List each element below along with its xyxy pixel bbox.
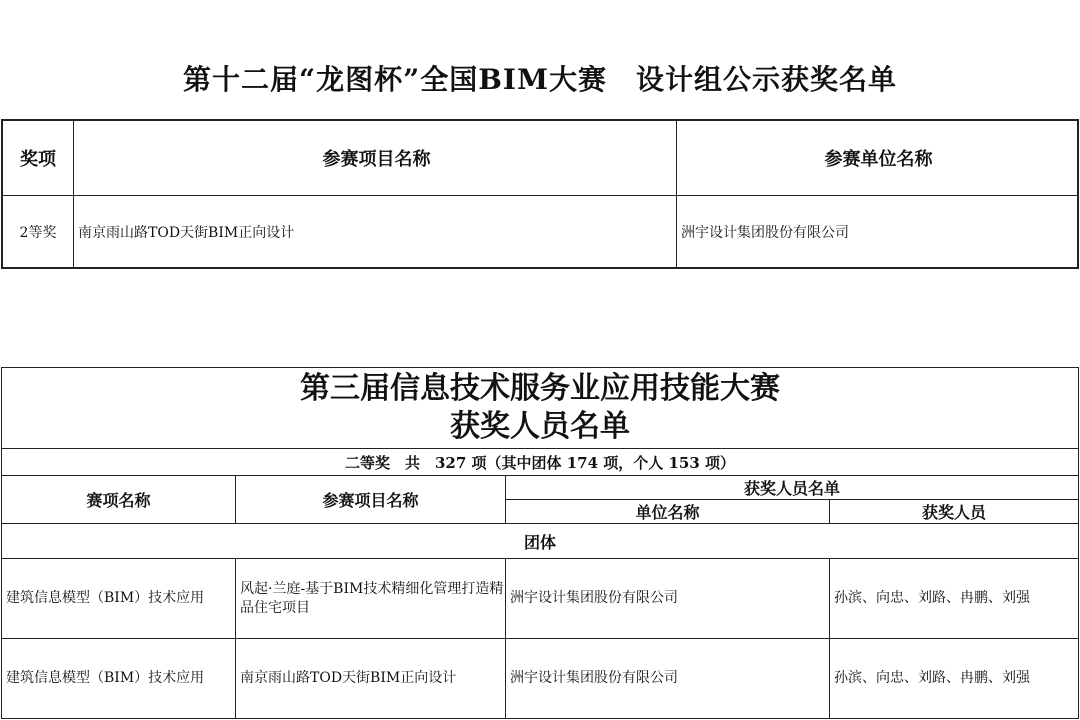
group-label: 团体 (2, 524, 1079, 559)
summary-row (2, 449, 1079, 476)
header-award: 奖项 (2, 120, 74, 196)
group-row (2, 524, 1079, 559)
header-winners-group: 获奖人员名单 (506, 476, 1079, 500)
table-row (2, 559, 1079, 639)
cell-project: 南京雨山路TOD天街BIM正向设计 (236, 639, 506, 719)
cell-unit: 洲宇设计集团股份有限公司 (506, 559, 830, 639)
header-event: 赛项名称 (2, 476, 236, 524)
header-row-1 (2, 476, 1079, 500)
title-line-1: 第三届信息技术服务业应用技能大赛 (300, 371, 780, 406)
header-project: 参赛项目名称 (74, 120, 677, 196)
cell-people: 孙滨、向忠、刘路、冉鹏、刘强 (830, 639, 1079, 719)
table-header-row (2, 120, 1078, 196)
header-project: 参赛项目名称 (236, 476, 506, 524)
table-title (2, 368, 1079, 449)
cell-people: 孙滨、向忠、刘路、冉鹏、刘强 (830, 559, 1079, 639)
cell-unit: 洲宇设计集团股份有限公司 (506, 639, 830, 719)
table-row (2, 196, 1078, 269)
cell-project: 南京雨山路TOD天街BIM正向设计 (74, 196, 677, 269)
winners-table (1, 367, 1079, 719)
cell-event: 建筑信息模型（BIM）技术应用 (2, 639, 236, 719)
cell-award: 2等奖 (2, 196, 74, 269)
cell-project: 风起·兰庭-基于BIM技术精细化管理打造精品住宅项目 (236, 559, 506, 639)
title-line-2: 获奖人员名单 (450, 409, 630, 444)
cell-event: 建筑信息模型（BIM）技术应用 (2, 559, 236, 639)
table-title-row (2, 368, 1079, 449)
award-summary: 二等奖 共 327 项（其中团体 174 项，个人 153 项） (2, 449, 1079, 476)
header-company: 参赛单位名称 (677, 120, 1079, 196)
header-unit: 单位名称 (506, 500, 830, 524)
page-title: 第十二届“龙图杯”全国BIM大赛 设计组公示获奖名单 (183, 63, 897, 96)
cell-company: 洲宇设计集团股份有限公司 (677, 196, 1079, 269)
award-table (1, 119, 1079, 269)
table-row (2, 639, 1079, 719)
header-people: 获奖人员 (830, 500, 1079, 524)
